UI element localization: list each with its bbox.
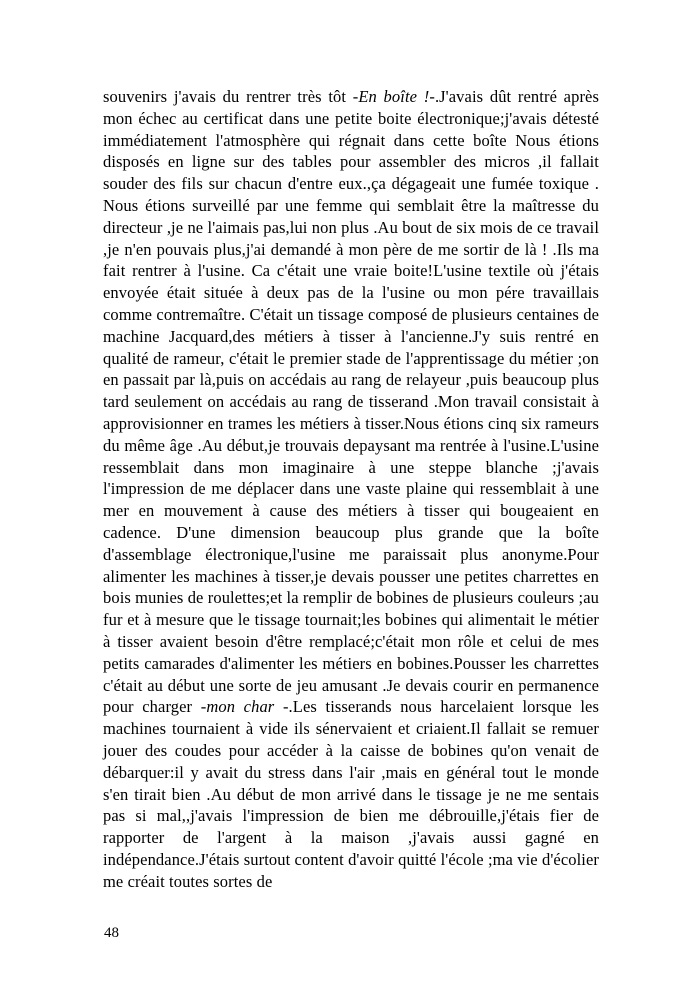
paragraph-segment-italic-mon-char: -mon char - [200,697,289,717]
page-number: 48 [104,925,119,941]
paragraph-segment-italic-en-boite: -En boîte !- [352,87,435,106]
paragraph [103,86,599,892]
paragraph-segment: .J'avais dût rentré après mon échec au certificat dans une petite boite électronique;j'avais détesté immédiatement l'atmosphère qui régnait dans cette boîte Nous étions disposés en ligne sur des tables pour assembler des micros ,il fallait souder des fils sur chacun d'entre eux.,ça dégageait une fumée toxique . Nous étions surveillé par une femme qui semblait être la maîtresse du directeur ,je ne l'aimais pas,lui non plus .Au bout de six mois de ce travail ,je n'en pouvais plus,j'ai demandé à mon père de me sortir de là ! .Ils ma fait rentrer à l'usine. Ca c'était une vraie boite!L'usine textile où j'étais envoyée était située à deux pas de la l'usine ou mon pére travaillais comme contremaître. C'était un tissage composé de plusieurs centaines de machine Jacquard,des métiers à tisser à l'ancienne.J'y suis rentré en qualité de rameur, c'était le premier stade de l'apprentissage du métier ;on en passait par là,puis on accédais au rang de relayeur ,puis beaucoup plus tard seulement on accédais au rang de tisserand .Mon travail consistait à approvisionner en trames les métiers à tisser.Nous étions cinq six rameurs du même âge .Au début,je trouvais depaysant ma rentrée à l'usine.L'usine ressemblait dans mon imaginaire à une steppe blanche ;j'avais l'impression de me déplacer dans une vaste plaine qui ressemblait à une mer en mouvement à cause des métiers à tisser qui bougeaient en cadence. D'une dimension beaucoup plus grande que la boîte d'assemblage électronique,l'usine me paraissait plus anonyme.Pour alimenter les machines à tisser,je devais pousser une petites charrettes en bois munies de roulettes;et la remplir de bobines de plusieurs couleurs ;au fur et à mesure que le tissage tournait;les bobines qui alimentait le métier à tisser avaient besoin d'être remplacé;c'était mon rôle et celui de mes petits camarades d'alimenter les métiers en bobines.Pousser les charrettes c'était au début une sorte de jeu amusant .Je devais courir en permanence pour charger [103,87,599,717]
paragraph-segment: souvenirs j'avais du rentrer très tôt [103,87,353,106]
paragraph-segment: .Les tisserands nous harcelaient lorsque les machines tournaient à vide ils sénervaient et criaient.Il fallait se remuer jouer des coudes pour accéder à la caisse de bobines qu'on venait de débarquer:il y avait du stress dans l'air ,mais en général tout le monde s'en tirait bien .Au début de mon arrivé dans le tissage je ne me sentais pas si mal,,j'avais l'impression de bien me débrouille,j'étais fier de rapporter de l'argent à la maison ,j'avais aussi gagné en indépendance.J'étais surtout content d'avoir quitté l'école ;ma vie d'écolier me créait toutes sortes de [103,697,599,891]
